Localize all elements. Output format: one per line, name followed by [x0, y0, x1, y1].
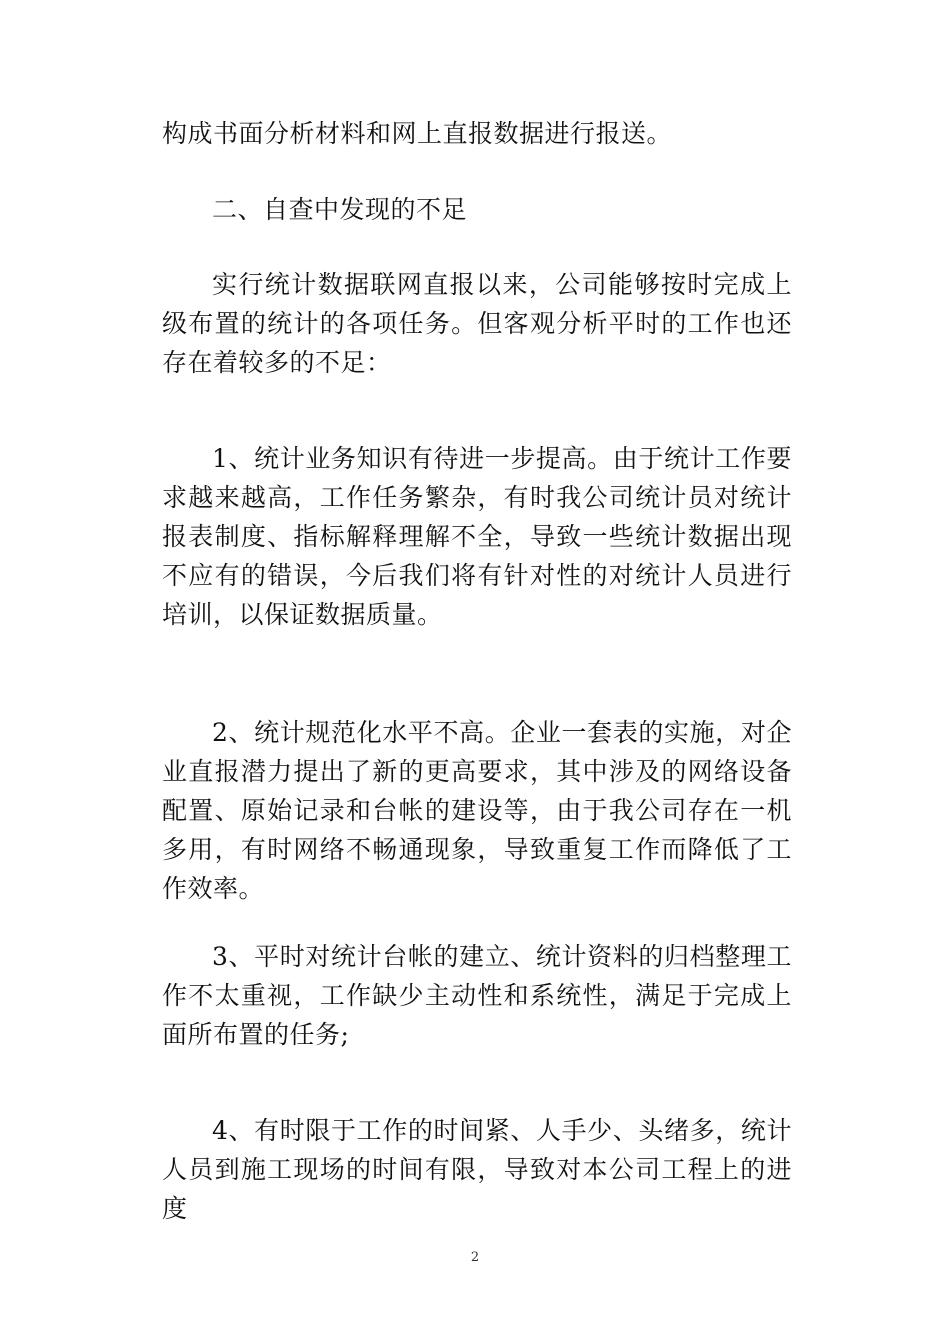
paragraph-intro: 实行统计数据联网直报以来，公司能够按时完成上级布置的统计的各项任务。但客观分析平时的工作也还存在着较多的不足：	[162, 270, 792, 377]
paragraph-item-2: 2、统计规范化水平不高。企业一套表的实施，对企业直报潜力提出了新的更高要求，其中涉及的网络设备配置、原始记录和台帐的建设等，由于我公司存在一机多用，有时网络不畅通现象，导致重复工作而降低了工作效率。	[162, 718, 792, 903]
paragraph-continuation: 构成书面分析材料和网上直报数据进行报送。	[162, 119, 673, 148]
paragraph-item-3: 3、平时对统计台帐的建立、统计资料的归档整理工作不太重视，工作缺少主动性和系统性，满足于完成上面所布置的任务;	[162, 942, 792, 1049]
paragraph-item-1: 1、统计业务知识有待进一步提高。由于统计工作要求越来越高，工作任务繁杂，有时我公司统计员对统计报表制度、指标解释理解不全，导致一些统计数据出现不应有的错误，今后我们将有针对性的对统计人员进行培训，以保证数据质量。	[162, 444, 792, 629]
paragraph-item-4: 4、有时限于工作的时间紧、人手少、头绪多，统计人员到施工现场的时间有限，导致对本公司工程上的进度	[162, 1116, 792, 1223]
page-number: 2	[470, 1250, 480, 1265]
section-heading: 二、自查中发现的不足	[212, 195, 468, 224]
